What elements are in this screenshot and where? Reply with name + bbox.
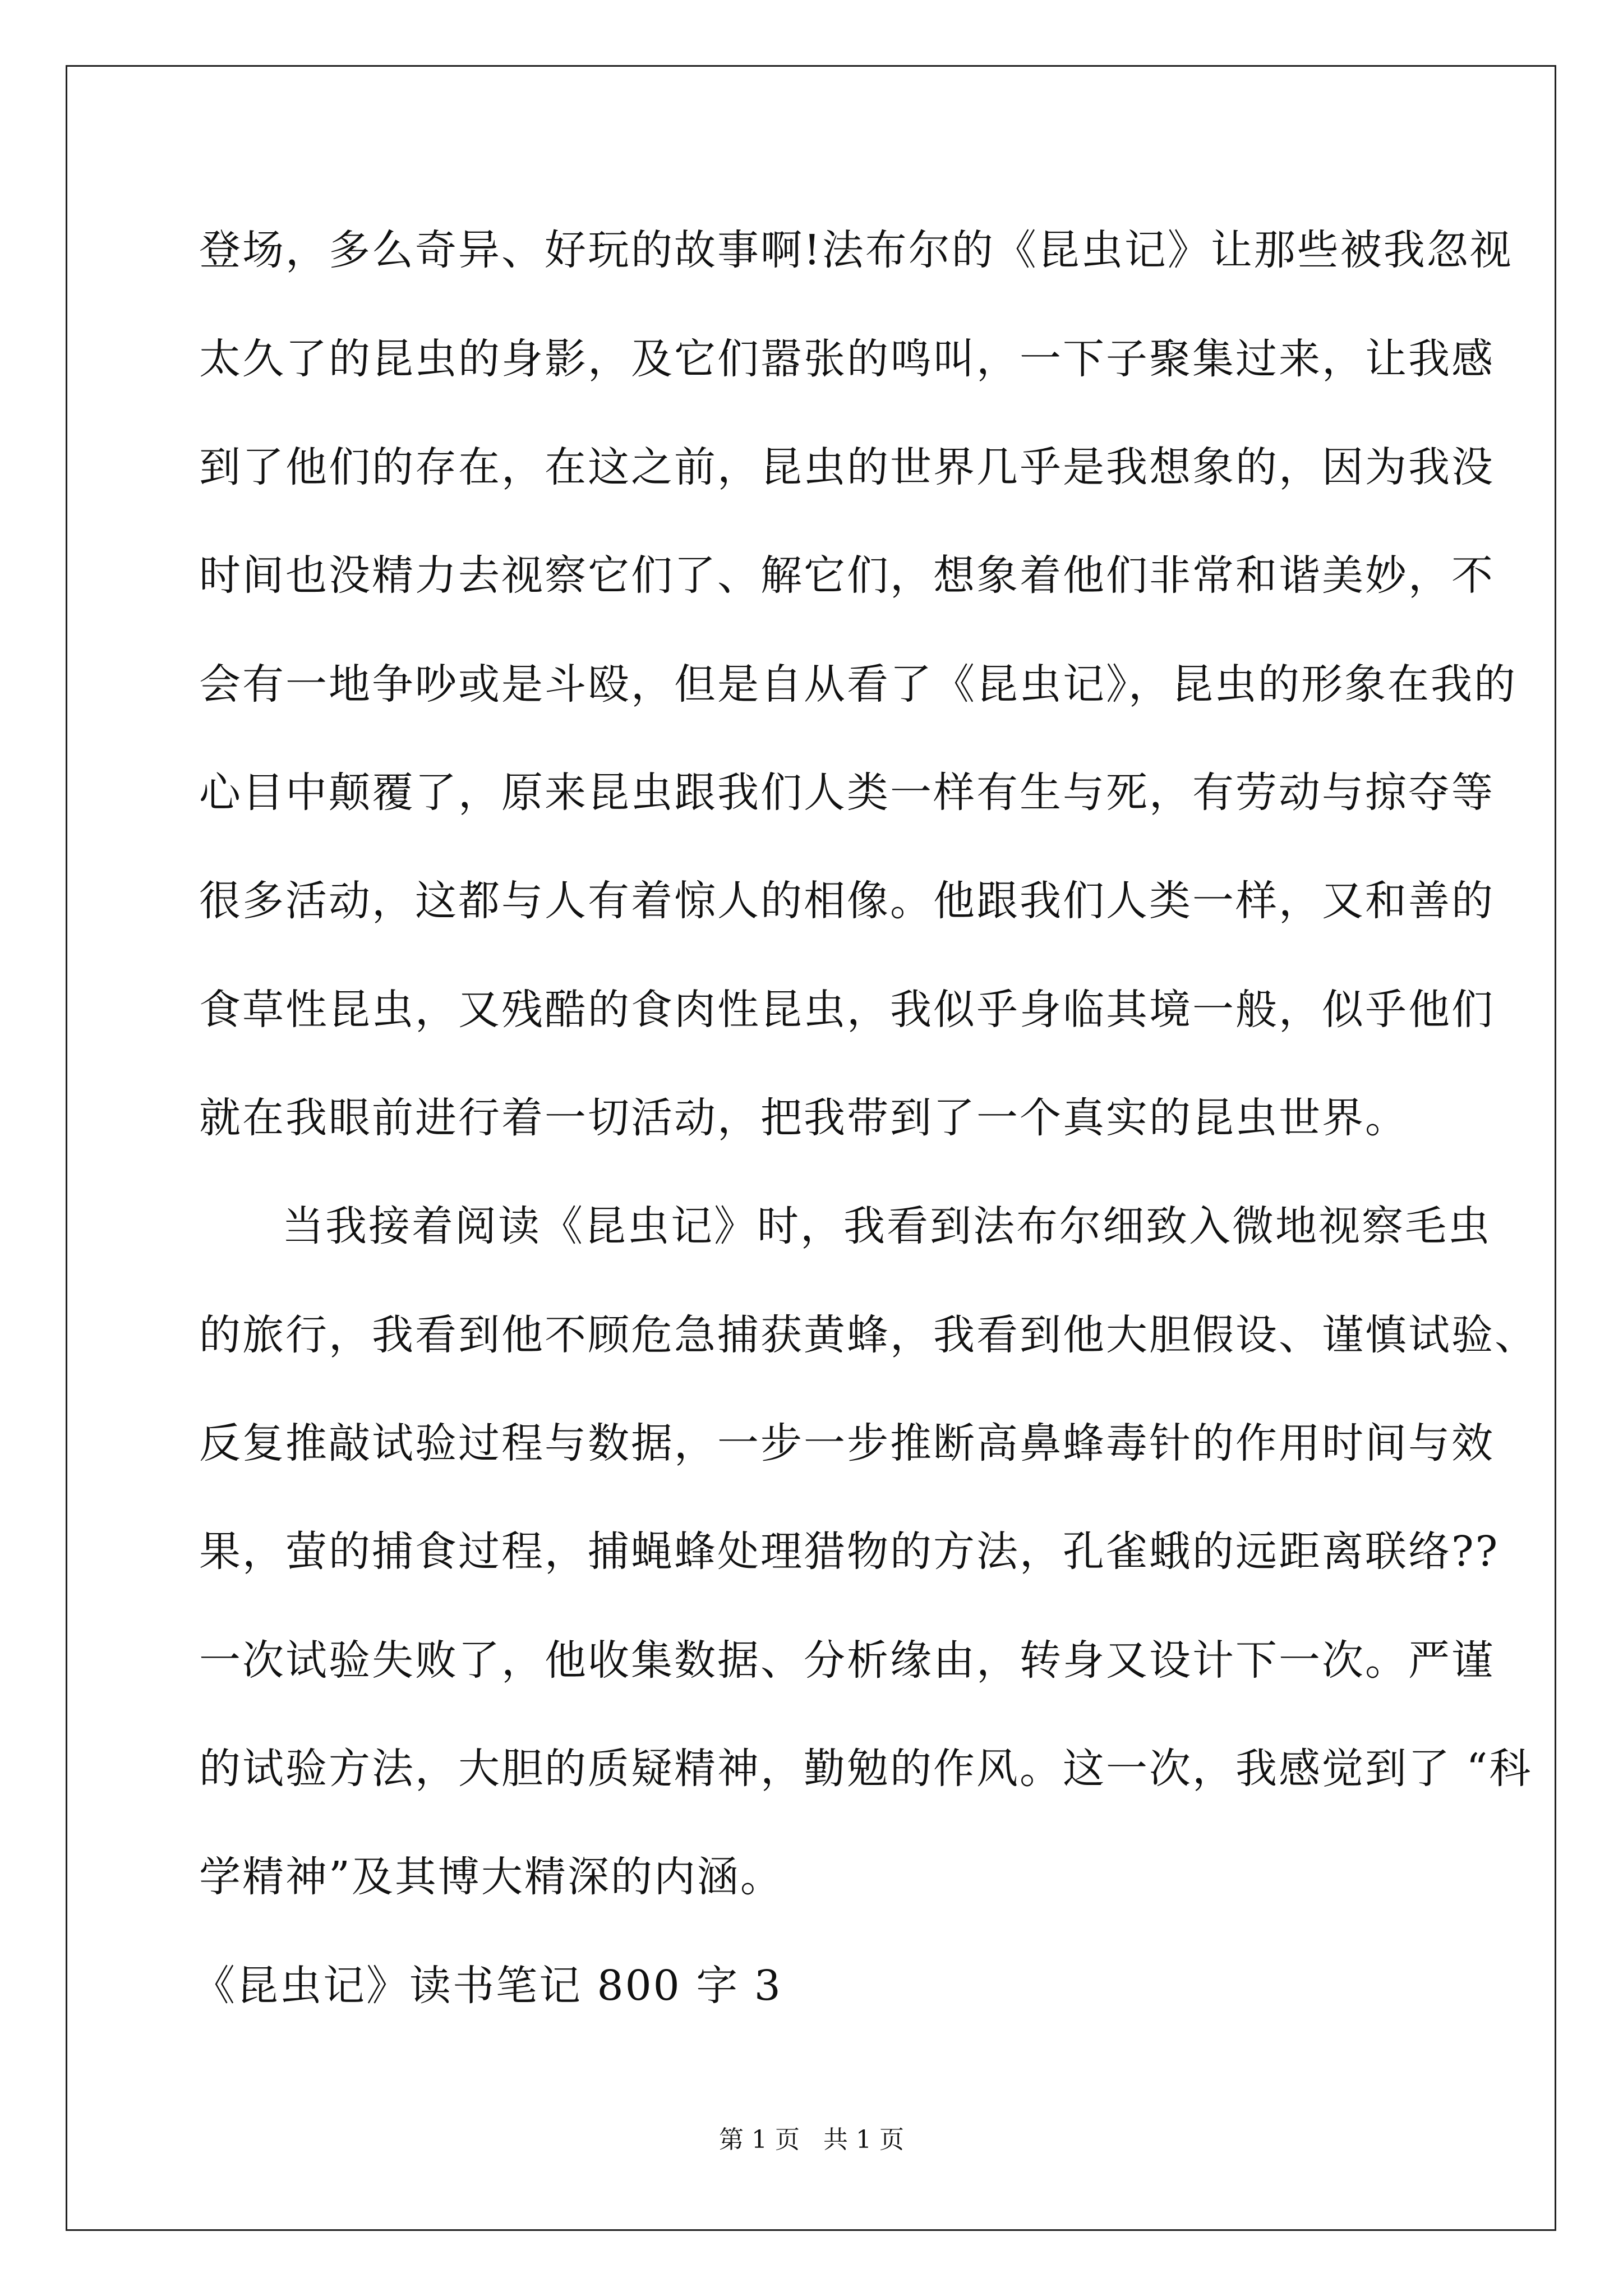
body-line: 反复推敲试验过程与数据，一步一步推断高鼻蜂毒针的作用时间与效 <box>199 1419 1495 1467</box>
paragraph-first-line: 当我接着阅读《昆虫记》时，我看到法布尔细致入微地视察毛虫 <box>282 1202 1491 1250</box>
section-heading: 《昆虫记》读书笔记 800 字 3 <box>193 1962 782 2010</box>
body-line: 很多活动，这都与人有着惊人的相像。他跟我们人类一样，又和善的 <box>199 877 1495 925</box>
page-footer: 第 1 页 共 1 页 <box>719 2125 904 2154</box>
body-line: 就在我眼前进行着一切活动，把我带到了一个真实的昆虫世界。 <box>199 1094 1408 1142</box>
body-line: 果，萤的捕食过程，捕蝇蜂处理猎物的方法，孔雀蛾的远距离联络?? <box>199 1527 1500 1576</box>
body-line: 太久了的昆虫的身影，及它们嚣张的鸣叫，一下子聚集过来，让我感 <box>199 335 1495 383</box>
body-line: 到了他们的存在，在这之前，昆虫的世界几乎是我想象的，因为我没 <box>199 443 1495 491</box>
body-line: 的旅行，我看到他不顾危急捕获黄蜂，我看到他大胆假设、谨慎试验、 <box>199 1311 1538 1359</box>
body-line: 时间也没精力去视察它们了、解它们，想象着他们非常和谐美妙，不 <box>199 551 1495 600</box>
body-line: 会有一地争吵或是斗殴，但是自从看了《昆虫记》，昆虫的形象在我的 <box>199 660 1517 708</box>
body-line: 学精神”及其博大精深的内涵。 <box>199 1853 783 1901</box>
body-line: 的试验方法，大胆的质疑精神，勤勉的作风。这一次，我感觉到了 “科 <box>199 1745 1533 1793</box>
body-line: 登场，多么奇异、好玩的故事啊!法布尔的《昆虫记》让那些被我忽视 <box>199 226 1513 274</box>
body-line: 一次试验失败了，他收集数据、分析缘由，转身又设计下一次。严谨 <box>199 1636 1495 1685</box>
body-line: 食草性昆虫，又残酷的食肉性昆虫，我似乎身临其境一般，似乎他们 <box>199 986 1495 1034</box>
body-line: 心目中颠覆了，原来昆虫跟我们人类一样有生与死，有劳动与掠夺等 <box>199 769 1495 817</box>
